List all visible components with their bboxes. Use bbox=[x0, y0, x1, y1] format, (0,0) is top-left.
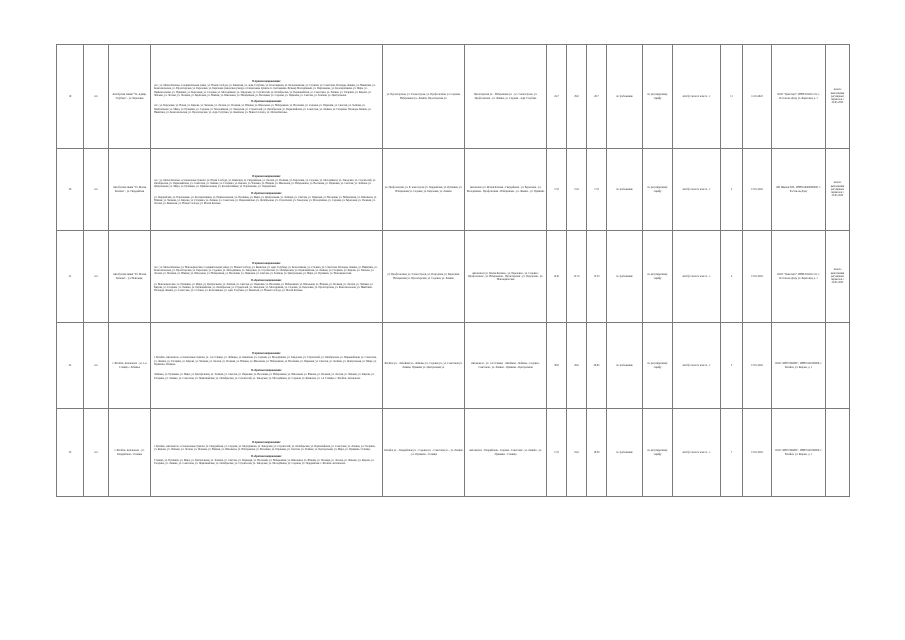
route-streets: ул. Профсоюзная, ул. Б. новостроек ул. Гвардейская, ул. Пушкина, ул. Набережная ул. Садовая, ул. Березовая, ул. Ленина bbox=[383, 149, 465, 231]
route-number: 23 bbox=[57, 409, 84, 497]
route-notes: начало выполнения регулярных перевозок с 20.01.2022 bbox=[826, 149, 850, 231]
vehicle-class: автобус малого класса - 1 bbox=[673, 323, 721, 409]
tariff-type: по регулируемому тарифу bbox=[643, 45, 673, 149]
route-streets: Батайск ул. - Литейная ул., Лебяжье ул., Садовая ул., ул. Советская ул. Ленина, Пушкина ул. Центральная ул. bbox=[383, 323, 465, 409]
route-stops: Автовокзал - ул. 1-я Станица - Литейная - Лебяжье - Садовая - Советская - ул. Ленина - Пушкина - Центральная bbox=[465, 323, 547, 409]
direction-heading: В прямом направлении: bbox=[252, 261, 281, 265]
vehicle-count: 3 bbox=[721, 323, 743, 409]
route-stops: Автовокзал ул. Малая Казачья - ул. Березовая - ул. Садовая - Профсоюзная - ул. Набережная - Пролетарская - ул. Подгорная - ул. Новочеркасская bbox=[465, 231, 547, 323]
direction-text: ул. Новочеркасская, ул. Пушкина, ул. Мира, ул. Центральная, ул. Зелёная, ул. Светлая, ул. Парковая, ул. Весенняя, ул. Набережная, ул. Школьная, ул. Южная, ул. Полевая, ул. Лесная, ул. Чапаева, ул. Кирова, ул. Гагарина, ул. Ленина, ул. Первомайская, ул. Октябрьская, ул. Строителей, ул. Заводская, ул. Молодёжная, ул. Садовая, ул. Березовая, ул. Пролетарская, ул. Комсомольская, ул. Никитина, Площадь Ленина, ул. Советская, ул. Сталина, ул. Колесникова, ул. Адм. Голубева, ул. Киевская, ул. Новая Слобода, ул. Малая Казачья. bbox=[154, 282, 374, 293]
paragraph-gap bbox=[154, 189, 379, 191]
direction-text: А.С. ул. Березовая, ул. Новая, ул. Кирова, ул. Чапаева, ул. Лесная, ул. Полевая, ул. Южная, ул. Школьная, ул. Набережная, ул. Весенняя, ул. Садовая, ул. Парковая, ул. Светлая, ул. Зелёная, ул. Центральная, ул. Мира, ул. Пушкина, ул. Садовая, ул. Молодёжная, ул. Заводская, ул. Строителей, ул. Октябрьская, ул. Первомайская, ул. Советская, ул. Ленина, ул. Гагарина, Площадь Ленина, ул. Никитина, ул. Комсомольская, ул. Пролетарская, ул. Адм. Голубева, ул. Киевская, ул. Новая Слобода, ул. Малая Казачья. bbox=[154, 104, 372, 114]
route-number: 19 bbox=[57, 45, 84, 149]
route-notes: начало выполнения регулярных перевозок с 20.01.2022 bbox=[826, 231, 850, 323]
vehicle-count: 7 bbox=[721, 409, 743, 497]
route-description bbox=[151, 149, 383, 231]
route-number: 22 bbox=[57, 323, 84, 409]
length-forward: 17,6 bbox=[547, 149, 567, 231]
direction-heading: В обратном направлении: bbox=[251, 454, 282, 458]
route-notes bbox=[826, 323, 850, 409]
route-registry-table bbox=[56, 44, 850, 497]
route-name: г. Батайск, Автовокзал - ул. 1-я Станица - Лебяжье bbox=[109, 323, 151, 409]
length-back: 19,0 bbox=[567, 409, 587, 497]
route-type: п/а bbox=[84, 323, 109, 409]
route-type: п/а bbox=[84, 231, 109, 323]
direction-heading: В прямом направлении: bbox=[252, 352, 281, 356]
direction-heading: В обратном направлении: bbox=[251, 100, 282, 104]
route-notes: начало выполнения регулярных перевозок с 20.01.2022 bbox=[826, 45, 850, 149]
route-type: п/а bbox=[84, 45, 109, 149]
length-total: 26,7 bbox=[587, 45, 607, 149]
direction-text: г. Батайск, Автовокзал, остановочные пункты: ул. Гвардейская, ул. Садовая, ул. Молодёжная, ул. Заводская, ул. Строителей, ул. Октябрьская, ул. Первомайская, ул. Советская, ул. Ленина, ул. Гагарина, ул. Кирова, ул. Чапаева, ул. Лесная, ул. Полевая, ул. Южная, ул. Школьная, ул. Набережная, ул. Весенняя, ул. Парковая, ул. Светлая, ул. Зелёная, ул. Центральная, ул. Мира, ул. Пушкина, Станица. bbox=[154, 445, 376, 452]
length-total: 17,9 bbox=[587, 149, 607, 231]
direction-heading: В прямом направлении: bbox=[252, 440, 281, 444]
boarding-order: по требованию bbox=[607, 323, 643, 409]
route-type: п/а bbox=[84, 149, 109, 231]
length-forward: 17,6 bbox=[547, 409, 567, 497]
vehicle-count: 4 bbox=[721, 231, 743, 323]
direction-text: А.С. ул. Малая Казачья, ул. Новочеркасская, Соединительная улица, ул. Новая Слобода, ул. Киевская, ул. Адм. Голубева, ул. Колесникова, ул. Сталина, ул. Советская, Площадь Ленина, ул. Никитина, ул. Комсомольская, ул. Пролетарская, ул. Березовая, ул. Садовая, ул. Молодёжная, ул. Заводская, ул. Строителей, ул. Октябрьская, ул. Первомайская, ул. Ленина, ул. Гагарина, ул. Кирова, ул. Чапаева, ул. Лесная, ул. Полевая, ул. Южная, ул. Школьная, ул. Набережная, ул. Весенняя, ул. Парковая, ул. Светлая, ул. Зелёная, ул. Центральная, ул. Мира, ул. Пушкина, ул. Новочеркасская. bbox=[154, 265, 378, 276]
table-row bbox=[57, 409, 850, 497]
route-stops: Автовокзал ул. Малая Казачья - Гвардейская - ул. Березовая - ул. Молодёжная - Профсоюзная - Набережная - ул. Ленина - ул. Пушкина bbox=[465, 149, 547, 231]
start-date: 15.01.2022 bbox=[743, 231, 772, 323]
length-back: 12,74 bbox=[567, 231, 587, 323]
route-streets: ул. Профсоюзная, ул. 3 новостроек, ул. Подгорная, ул. Березовая, Набережная ул. Пролетарская, ул. Садовая, ул. Ленина bbox=[383, 231, 465, 323]
route-name: Автобусная линия "Ул. Малая Казачья" - ул. Гвардейская bbox=[109, 149, 151, 231]
vehicle-class: автобус малого класса - 1 bbox=[673, 45, 721, 149]
tariff-type: по регулируемому тарифу bbox=[643, 409, 673, 497]
tariff-type: по регулируемому тарифу bbox=[643, 231, 673, 323]
registry-sheet bbox=[56, 44, 849, 497]
route-streets: ул. Пролетарская, ул. 3 новостроек, ул. Профсоюзная, ул. Садовая, Набережная ул., Ленина, Пролетарская ул. bbox=[383, 45, 465, 149]
length-total: 18,30 bbox=[587, 409, 607, 497]
direction-text: А.С. ул. Малая Казачья, остановочные пункты: ул. Новая Слобода, ул. Киевская, ул. Гвардейская, ул. Лесная, ул. Полевая, ул. Березовая, ул. Садовая, ул. Молодёжная, ул. Заводская, ул. Строителей, ул. Октябрьская, ул. Первомайская, ул. Советская, ул. Ленина, ул. Гагарина, ул. Кирова, ул. Чапаева, ул. Южная, ул. Школьная, ул. Набережная, ул. Весенняя, ул. Парковая, ул. Светлая, ул. Зелёная, ул. Центральная, ул. Мира, ул. Пушкина, ул. Привокзальная, ул. Кооперативная, ул. Пархоменко, ул. Гвардейская. bbox=[154, 178, 376, 189]
route-type: п/а bbox=[84, 409, 109, 497]
table-row bbox=[57, 323, 850, 409]
registry-rows bbox=[57, 45, 850, 497]
direction-heading: В обратном направлении: bbox=[251, 369, 282, 373]
carrier-info: ООО "Транспорт", ИНН 6164111111, г. Ростов-на-Дону, ул. Береговая, д. 1 bbox=[772, 45, 826, 149]
table-row bbox=[57, 231, 850, 323]
route-name: Автобусная линия "Ул. Малая Казачья" - ул. Новочерк. bbox=[109, 231, 151, 323]
start-date: 15.01.2022 bbox=[743, 149, 772, 231]
carrier-info: ИП Иванов И.И., ИНН 616400000000, г. Ростов-на-Дону bbox=[772, 149, 826, 231]
boarding-order: по требованию bbox=[607, 231, 643, 323]
route-stops: Пролетарская ул. - Набережная ул. - ул. 3 новостроек, ул. Профсоюзная - ул. Ленина, ул. Садовая - Адм. Голубева bbox=[465, 45, 547, 149]
direction-heading: В обратном направлении: bbox=[251, 191, 282, 195]
start-date: 15.01.2022 bbox=[743, 409, 772, 497]
paragraph-gap bbox=[154, 366, 379, 368]
length-forward: 14,31 bbox=[547, 231, 567, 323]
route-name: г. Батайск, Автовокзал - ул. Гвардейская - Станица bbox=[109, 409, 151, 497]
tariff-type: по регулируемому тарифу bbox=[643, 323, 673, 409]
route-number: 20 bbox=[57, 149, 84, 231]
boarding-order: по требованию bbox=[607, 149, 643, 231]
route-description bbox=[151, 45, 383, 149]
vehicle-count: 11 bbox=[721, 45, 743, 149]
start-date: 15.01.2022 bbox=[743, 323, 772, 409]
carrier-info: ООО "Транспорт", ИНН 6164111111, г. Ростов-на-Дону, ул. Береговая, д. 1 bbox=[772, 231, 826, 323]
carrier-info: ООО "АВТОТРАНС", ИНН 6141000000, г. Батайск, ул. Кирова, д. 1 bbox=[772, 323, 826, 409]
start-date: 11.01.2022 bbox=[743, 45, 772, 149]
route-name: Автобусная линия "Ул. Адмир. Голубева" - ул. Березовая bbox=[109, 45, 151, 149]
paragraph-gap bbox=[154, 276, 379, 278]
route-description bbox=[151, 323, 383, 409]
direction-heading: В обратном направлении: bbox=[251, 278, 282, 282]
direction-heading: В прямом направлении: bbox=[252, 80, 281, 84]
length-total: 29,95 bbox=[587, 323, 607, 409]
tariff-type: по регулируемому тарифу bbox=[643, 149, 673, 231]
route-streets: Батайск ул. - Гвардейская ул. - Садовая ул. - Советская ул. - ул. Ленина - ул. Пушкина - Станица bbox=[383, 409, 465, 497]
table-row bbox=[57, 149, 850, 231]
boarding-order: по требованию bbox=[607, 45, 643, 149]
length-back: 29,0 bbox=[567, 323, 587, 409]
direction-text: г. Батайск, Автовокзал, остановочные пункты: ул. 1-я Станица, ул. Лебяжье, ул. Киевская, ул. Садовая, ул. Молодёжная, ул. Заводская, ул. Строителей, ул. Октябрьская, ул. Первомайская, ул. Советская, ул. Ленина, ул. Гагарина, ул. Кирова, ул. Чапаева, ул. Лесная, ул. Полевая, ул. Южная, ул. Школьная, ул. Набережная, ул. Весенняя, ул. Парковая, ул. Светлая, ул. Зелёная, ул. Центральная, ул. Мира, ул. Пушкина, Лебяжье. bbox=[154, 356, 377, 366]
route-description bbox=[151, 409, 383, 497]
vehicle-count: 2 bbox=[721, 149, 743, 231]
length-back: 29,0 bbox=[567, 45, 587, 149]
direction-heading: В прямом направлении: bbox=[252, 174, 281, 178]
route-description bbox=[151, 231, 383, 323]
length-forward: 24,7 bbox=[547, 45, 567, 149]
direction-text: ул. Гвардейская, ул. Пархоменко, ул. Кооперативная, ул. Привокзальная, ул. Пушкина, ул. Мира, ул. Центральная, ул. Зелёная, ул. Светлая, ул. Парковая, ул. Весенняя, ул. Набережная, ул. Школьная, ул. Южная, ул. Чапаева, ул. Кирова, ул. Гагарина, ул. Ленина, ул. Советская, ул. Первомайская, ул. Октябрьская, ул. Строителей, ул. Заводская, ул. Молодёжная, ул. Садовая, ул. Березовая, ул. Полевая, ул. Лесная, ул. Киевская, ул. Новая Слобода, ул. Малая Казачья. bbox=[154, 195, 377, 206]
paragraph-gap bbox=[154, 452, 379, 454]
direction-text: А.С. ул. Малая Казачья, Соединительная улица, ул. Новая Слобода, ул. Киевская, ул. Адм. Голубева, ул. Колесникова, ул. Бальзаковская, ул. Сталина, ул. Советская, Площадь Ленина, ул. Никитина, ул. Комсомольская, ул. Пролетарская, ул. Березовая, ул. Берёзовая (заводская улица), остановочные пункты по требованию. Бульвар Молодёжный, ул. Пархоменко, ул. Кооперативная, ул. Мира, ул. Привокзальная, ул. Пушкина, ул. Березовая, ул. Садовая, ул. Молодёжная, ул. Заводская, ул. Строителей, ул. Октябрьская, ул. Первомайская, ул. Советская, ул. Ленина, ул. Гагарина, ул. Кирова, ул. Чапаева, ул. Лесная, ул. Полевая, ул. Берёзовая, ул. Южная, ул. Школьная, ул. Набережная, ул. Весенняя, ул. Садовая, ул. Парковая, ул. Светлая, ул. Зелёная, ул. Центральная. bbox=[154, 84, 376, 97]
table-row bbox=[57, 45, 850, 149]
boarding-order: по требованию bbox=[607, 409, 643, 497]
direction-text: Лебяжье, ул. Пушкина, ул. Мира, ул. Центральная, ул. Зелёная, ул. Светлая, ул. Парковая, ул. Весенняя, ул. Набережная, ул. Школьная, ул. Южная, ул. Полевая, ул. Лесная, ул. Чапаева, ул. Кирова, ул. Гагарина, ул. Ленина, ул. Советская, ул. Первомайская, ул. Октябрьская, ул. Строителей, ул. Заводская, ул. Молодёжная, ул. Садовая, ул. Киевская, ул. 1-я Станица, г. Батайск, Автовокзал. bbox=[154, 373, 375, 380]
carrier-info: ООО "АВТОТРАНС", ИНН 6141000000, г. Батайск, ул. Кирова, д. 1 bbox=[772, 409, 826, 497]
route-stops: Автовокзал - Гвардейская - Садовая - Советская - ул. Ленина - ул. Пушкина - Станица bbox=[465, 409, 547, 497]
route-number: 21 bbox=[57, 231, 84, 323]
length-back: 15,0 bbox=[567, 149, 587, 231]
length-total: 13,53 bbox=[587, 231, 607, 323]
paragraph-gap bbox=[154, 97, 379, 99]
vehicle-class: автобус малого класса - 1 bbox=[673, 409, 721, 497]
vehicle-class: автобус малого класса - 1 bbox=[673, 231, 721, 323]
route-notes bbox=[826, 409, 850, 497]
direction-text: Станица, ул. Пушкина, ул. Мира, ул. Центральная, ул. Зелёная, ул. Светлая, ул. Парковая, ул. Весенняя, ул. Набережная, ул. Школьная, ул. Южная, ул. Полевая, ул. Лесная, ул. Чапаева, ул. Кирова, ул. Гагарина, ул. Ленина, ул. Советская, ул. Первомайская, ул. Октябрьская, ул. Строителей, ул. Заводская, ул. Молодёжная, ул. Садовая, ул. Гвардейская, г. Батайск, Автовокзал. bbox=[154, 458, 375, 465]
vehicle-class: автобус малого класса - 1 bbox=[673, 149, 721, 231]
length-forward: 30,8 bbox=[547, 323, 567, 409]
